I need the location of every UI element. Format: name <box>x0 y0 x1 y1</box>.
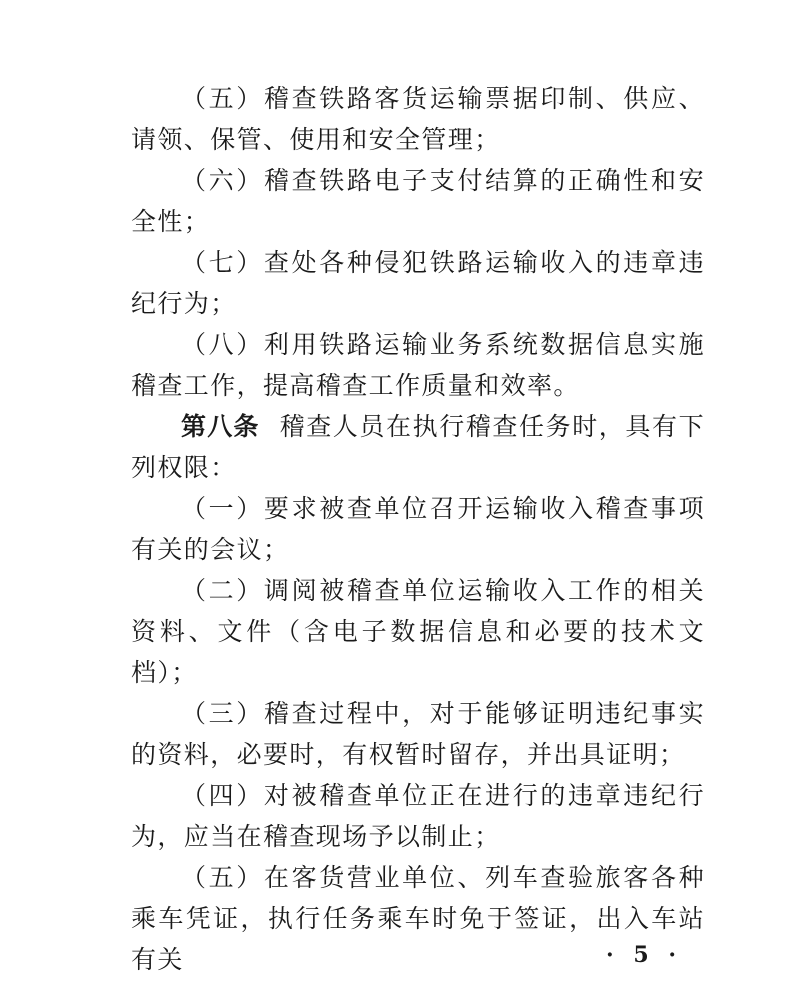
article-number: 第八条 <box>181 412 260 441</box>
paragraph-text: （一）要求被查单位召开运输收入稽查事项有关的会议； <box>131 494 705 564</box>
page-number: · 5 · <box>606 942 682 968</box>
paragraph-text: （五）在客货营业单位、列车查验旅客各种乘车凭证，执行任务乘车时免于签证，出入车站有关 <box>131 863 705 974</box>
paragraph-article-8 <box>131 406 705 488</box>
document-body <box>131 78 705 980</box>
paragraph-text: （八）利用铁路运输业务系统数据信息实施稽查工作，提高稽查工作质量和效率。 <box>131 330 705 400</box>
paragraph-power-4 <box>131 775 705 857</box>
paragraph-text: （二）调阅被稽查单位运输收入工作的相关资料、文件（含电子数据信息和必要的技术文档）； <box>131 576 705 687</box>
paragraph-text: （七）查处各种侵犯铁路运输收入的违章违纪行为； <box>131 248 705 318</box>
paragraph-power-3 <box>131 693 705 775</box>
paragraph-text: （四）对被稽查单位正在进行的违章违纪行为，应当在稽查现场予以制止； <box>131 781 705 851</box>
paragraph-text: （五）稽查铁路客货运输票据印制、供应、请领、保管、使用和安全管理； <box>131 84 705 154</box>
paragraph-text: （三）稽查过程中，对于能够证明违纪事实的资料，必要时，有权暂时留存，并出具证明； <box>131 699 705 769</box>
paragraph-power-2 <box>131 570 705 693</box>
paragraph-power-1 <box>131 488 705 570</box>
paragraph-item-8-clause <box>131 324 705 406</box>
paragraph-item-7-clause <box>131 242 705 324</box>
paragraph-item-6-clause <box>131 160 705 242</box>
paragraph-text: （六）稽查铁路电子支付结算的正确性和安全性； <box>131 166 705 236</box>
paragraph-text: 稽查人员在执行稽查任务时，具有下列权限： <box>131 412 705 482</box>
paragraph-item-5-clause <box>131 78 705 160</box>
